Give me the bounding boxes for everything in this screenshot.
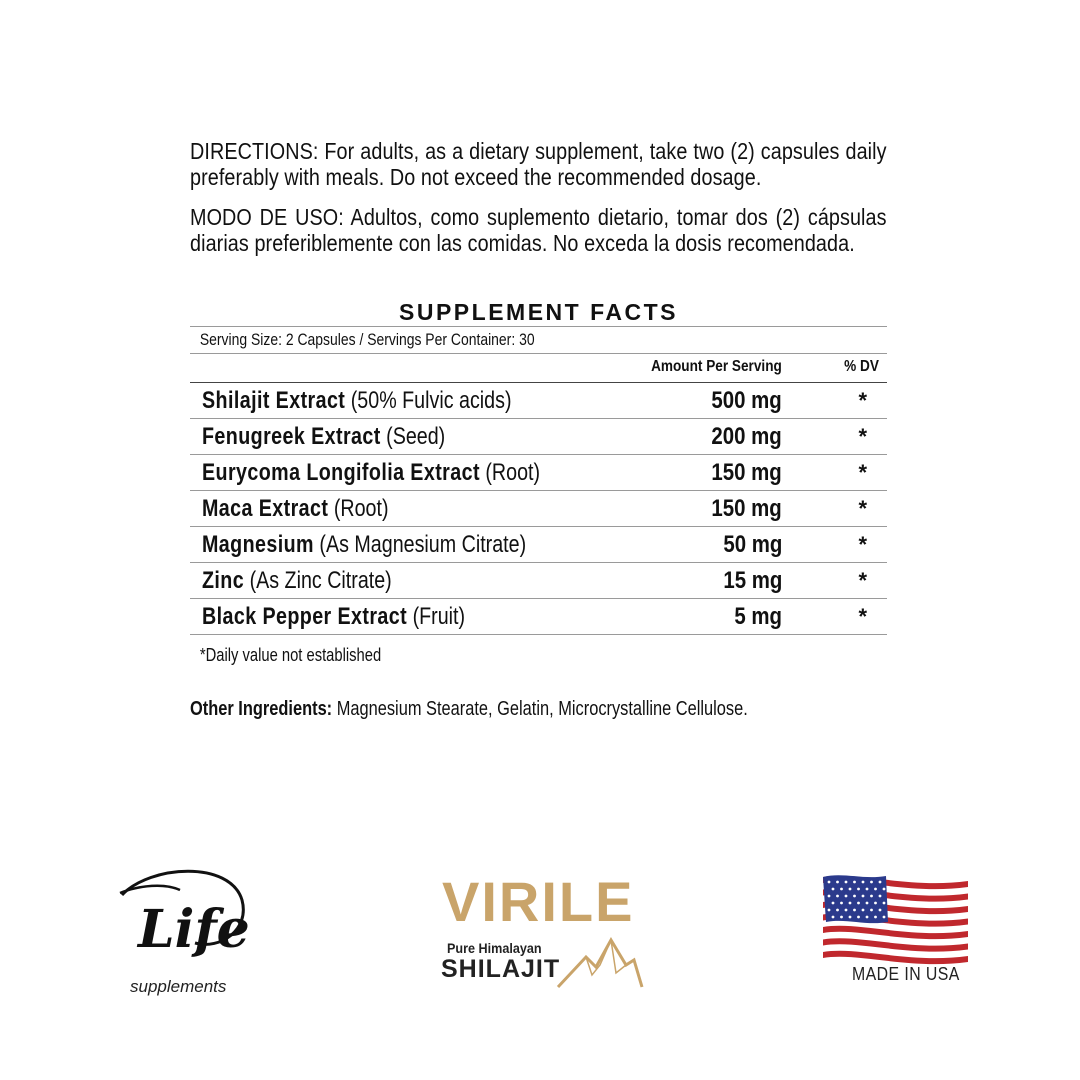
- ingredient-amount: 150 mg: [711, 495, 782, 522]
- virile-word: VIRILE: [442, 870, 635, 933]
- serving-size: Serving Size: 2 Capsules / Servings Per Container: 30: [199, 330, 535, 349]
- ingredient-detail: (Fruit): [412, 603, 466, 630]
- supplement-facts-panel: [190, 298, 887, 667]
- facts-title: SUPPLEMENT FACTS: [399, 299, 678, 325]
- ingredient-dv: *: [858, 568, 867, 593]
- modo-de-uso-text: Adultos, como suplemento dietario, tomar dos (2) cápsulas diarias preferiblemente con las comidas. No exceda la dosis recomendada.: [190, 204, 887, 256]
- facts-row: [190, 562, 887, 598]
- ingredient-dv: *: [858, 496, 867, 521]
- ingredient-name: [202, 423, 445, 451]
- usa-flag-icon: [818, 872, 973, 967]
- directions-block: [190, 138, 887, 270]
- modo-de-uso-label: MODO DE USO:: [190, 204, 344, 230]
- ingredient-dv: *: [858, 532, 867, 557]
- ingredient-title: Fenugreek Extract: [202, 423, 381, 450]
- ingredient-amount: 50 mg: [723, 531, 782, 558]
- daily-value-footnote: *Daily value not established: [199, 645, 382, 665]
- life-supplements-text: supplements: [130, 977, 227, 996]
- ingredient-amount: 500 mg: [711, 387, 782, 414]
- virile-tagline: Pure Himalayan: [447, 940, 542, 956]
- directions-text: For adults, as a dietary supplement, take two (2) capsules daily preferably with meals. Do not exceed the recommended dosage.: [190, 138, 887, 190]
- ingredient-name: [202, 387, 512, 415]
- ingredient-title: Zinc: [202, 567, 245, 594]
- ingredient-detail: (Root): [333, 495, 389, 522]
- directions-english: [190, 138, 887, 190]
- ingredient-name: [202, 567, 392, 595]
- ingredient-amount: 200 mg: [711, 423, 782, 450]
- life-word: Life: [138, 899, 250, 960]
- facts-row: [190, 526, 887, 562]
- virile-product: SHILAJIT: [441, 955, 561, 983]
- ingredient-detail: (As Zinc Citrate): [249, 567, 392, 594]
- made-in-usa-text: MADE IN USA: [852, 964, 960, 984]
- facts-row: [190, 598, 887, 634]
- ingredient-dv: *: [858, 460, 867, 485]
- ingredient-name: [202, 603, 465, 631]
- ingredient-detail: (As Magnesium Citrate): [319, 531, 527, 558]
- other-ingredients-label: Other Ingredients:: [190, 698, 333, 720]
- other-ingredients-text: Magnesium Stearate, Gelatin, Microcrystalline Cellulose.: [336, 698, 748, 720]
- ingredient-dv: *: [858, 604, 867, 629]
- ingredient-name: [202, 531, 526, 559]
- facts-row: [190, 382, 887, 418]
- ingredient-amount: 5 mg: [734, 603, 782, 630]
- facts-header-row: [190, 354, 887, 382]
- amount-per-serving-header: Amount Per Serving: [651, 358, 782, 375]
- directions-spanish: [190, 204, 887, 256]
- ingredient-title: Shilajit Extract: [202, 387, 346, 414]
- facts-row: [190, 454, 887, 490]
- ingredient-detail: (50% Fulvic acids): [350, 387, 512, 414]
- ingredient-dv: *: [858, 388, 867, 413]
- ingredient-title: Eurycoma Longifolia Extract: [202, 459, 480, 486]
- ingredient-name: [202, 495, 388, 523]
- dv-header: % DV: [844, 358, 879, 375]
- ingredient-name: [202, 459, 540, 487]
- mountain-icon: [556, 935, 644, 990]
- directions-label: DIRECTIONS:: [190, 138, 319, 164]
- ingredient-amount: 150 mg: [711, 459, 782, 486]
- ingredient-title: Magnesium: [202, 531, 314, 558]
- ingredient-title: Black Pepper Extract: [202, 603, 408, 630]
- ingredient-detail: (Root): [485, 459, 541, 486]
- facts-rows: [190, 382, 887, 634]
- ingredient-amount: 15 mg: [723, 567, 782, 594]
- ingredient-detail: (Seed): [386, 423, 446, 450]
- ingredient-title: Maca Extract: [202, 495, 329, 522]
- facts-row: [190, 418, 887, 454]
- ingredient-dv: *: [858, 424, 867, 449]
- other-ingredients: [190, 698, 748, 721]
- facts-row: [190, 490, 887, 526]
